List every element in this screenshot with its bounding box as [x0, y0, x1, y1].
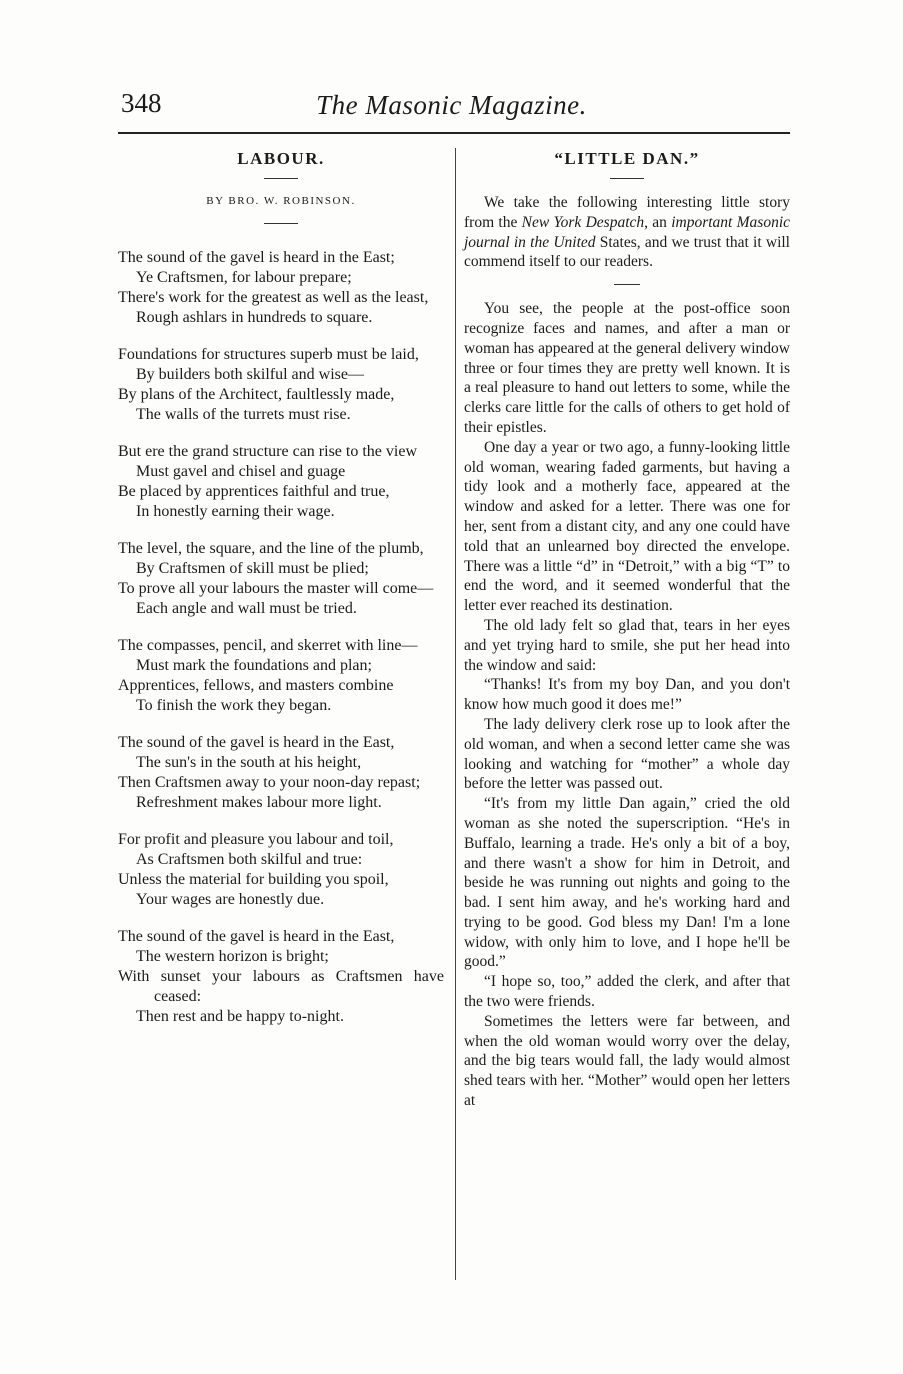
poem-line: Then rest and be happy to-night. — [136, 1008, 344, 1025]
right-column — [464, 146, 790, 1111]
poem-line: Must gavel and chisel and guage — [136, 463, 346, 480]
poem-title: LABOUR. — [237, 149, 325, 168]
poem-line: Be placed by apprentices faithful and true, — [118, 483, 390, 500]
section-rule — [614, 284, 640, 285]
poem-line: There's work for the greatest as well as the least, — [118, 289, 429, 306]
left-column — [118, 146, 444, 1044]
story-paragraph: One day a year or two ago, a funny-looking little old woman, wearing faded garments, but having a tidy look and a motherly face, appeared at the window and asked for a letter. There was one for her, sent from a distant city, and any one could have told that an unlearned boy directed the envelope. There was a little “d” in “Detroit,” with a big “T” to end the word, and it seemed wonderful that the letter ever reached its destination. — [464, 438, 790, 615]
stanza — [118, 442, 444, 522]
stanza — [118, 830, 444, 910]
story-paragraph: Sometimes the letters were far between, and when the old woman would worry over the delay, and the big tears would fall, the lady would almost shed tears with her. “Mother” would open her letters at — [464, 1012, 790, 1110]
story-paragraph: “I hope so, too,” added the clerk, and after that the two were friends. — [464, 973, 790, 1011]
poem-line: Unless the material for building you spoil, — [118, 871, 389, 888]
poem-line: Your wages are honestly due. — [136, 891, 325, 908]
poem-line: Must mark the foundations and plan; — [136, 657, 372, 674]
header-rule — [118, 132, 790, 134]
poem-line: The sound of the gavel is heard in the East; — [118, 249, 395, 266]
poem-line: The sun's in the south at his height, — [136, 754, 362, 771]
poem-line: The level, the square, and the line of the plumb, — [118, 540, 424, 557]
poem-line: To prove all your labours the master will come— — [118, 580, 434, 597]
stanza — [118, 248, 444, 328]
poem-line: Foundations for structures superb must be laid, — [118, 346, 419, 363]
story-paragraph: You see, the people at the post-office soon recognize faces and names, and after a man or woman has appeared at the general delivery window three or four times they are pretty well known. It is a real pleasure to hand out letters to some, while the clerks care little for the calls of others to get hold of their epistles. — [464, 300, 790, 436]
story-paragraph: “Thanks! It's from my boy Dan, and you don't know how much good it does me!” — [464, 676, 790, 714]
running-title: The Masonic Magazine. — [316, 90, 587, 120]
story-title: “LITTLE DAN.” — [554, 149, 700, 168]
stanza — [118, 733, 444, 813]
byline: BY BRO. W. ROBINSON. — [206, 195, 356, 207]
story-body — [464, 299, 790, 1111]
intro-emphasis: New York Despatch — [521, 213, 645, 231]
poem-line: Each angle and wall must be tried. — [136, 600, 357, 617]
page-number: 348 — [121, 88, 162, 118]
column-divider — [455, 148, 456, 1280]
stanza — [118, 927, 444, 1027]
stanza — [118, 345, 444, 425]
poem-line: To finish the work they began. — [136, 697, 332, 714]
poem-line: The sound of the gavel is heard in the East, — [118, 734, 395, 751]
intro-text: We take the following interesting little story from the — [464, 194, 790, 231]
stanza — [118, 539, 444, 619]
story-paragraph: The lady delivery clerk rose up to look after the old woman, and when a second letter came she was looking and watching for “mother” a whole day before the letter was passed out. — [464, 715, 790, 793]
byline-rule — [264, 223, 298, 224]
poem-line: Ye Craftsmen, for labour prepare; — [136, 269, 352, 286]
intro-paragraph — [464, 193, 790, 272]
poem-line: The walls of the turrets must rise. — [136, 406, 351, 423]
poem-line: In honestly earning their wage. — [136, 503, 335, 520]
intro-text: States, and we trust that it will commend itself to our readers. — [464, 233, 790, 271]
poem-line: By Craftsmen of skill must be plied; — [136, 560, 369, 577]
poem-line: Rough ashlars in hundreds to square. — [136, 309, 373, 326]
title-rule — [610, 178, 644, 179]
poem-line: The western horizon is bright; — [136, 948, 329, 965]
story-paragraph: The old lady felt so glad that, tears in her eyes and yet trying hard to smile, she put her head into the window and said: — [464, 616, 790, 674]
poem-line: Then Craftsmen away to your noon-day repast; — [118, 774, 421, 791]
poem-line: By plans of the Architect, faultlessly made, — [118, 386, 395, 403]
poem-line: For profit and pleasure you labour and toil, — [118, 831, 394, 848]
poem-line: Refreshment makes labour more light. — [136, 794, 382, 811]
poem-line: The sound of the gavel is heard in the East, — [118, 928, 395, 945]
intro-text: , an — [644, 213, 672, 231]
poem-line: With sunset your labours as Craftsmen have ceased: — [118, 968, 444, 1005]
stanza — [118, 636, 444, 716]
poem-line: By builders both skilful and wise— — [136, 366, 364, 383]
poem-line: But ere the grand structure can rise to the view — [118, 443, 417, 460]
poem-line: The compasses, pencil, and skerret with line— — [118, 637, 418, 654]
poem — [118, 248, 444, 1027]
story-paragraph: “It's from my little Dan again,” cried the old woman as she noted the superscription. “He's in Buffalo, learning a trade. He's only a bit of a boy, and there wasn't a show for him in Detroit, and beside he was running out nights and going to the bad. I sent him away, and he's working hard and trying to be good. God bless my Dan! I'm a lone widow, with only him to love, and I hope he'll be good.” — [464, 795, 790, 971]
poem-line: As Craftsmen both skilful and true: — [136, 851, 363, 868]
title-rule — [264, 178, 298, 179]
poem-line: Apprentices, fellows, and masters combine — [118, 677, 394, 694]
intro-emphasis: important Masonic journal in the United — [464, 213, 790, 251]
